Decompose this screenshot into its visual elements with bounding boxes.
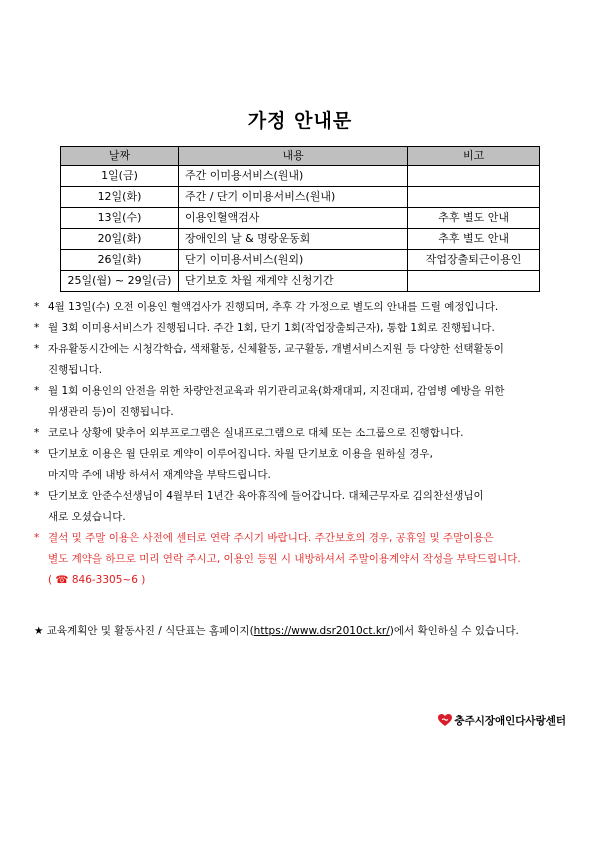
bullet-mark: *	[34, 322, 40, 334]
homepage-notice	[34, 623, 519, 638]
notice-list	[34, 297, 574, 591]
bullet-mark: *	[34, 343, 40, 355]
table-row	[61, 271, 540, 292]
notice-line: 위생관리 등)이 진행됩니다.	[48, 406, 174, 418]
notice-line: 단기보호 이용은 월 단위로 계약이 이루어집니다. 차월 단기보호 이용을 원하실 경우,	[48, 448, 433, 460]
notice-line: 월 3회 이미용서비스가 진행됩니다. 주간 1회, 단기 1회(작업장출퇴근자), 통합 1회로 진행됩니다.	[48, 322, 495, 334]
cell-date: 25일(월) ~ 29일(금)	[61, 271, 179, 292]
header-note: 비고	[408, 147, 540, 166]
cell-content: 단기 이미용서비스(원외)	[178, 250, 407, 271]
header-date: 날짜	[61, 147, 179, 166]
header-content: 내용	[178, 147, 407, 166]
organization-footer	[438, 713, 566, 728]
bullet-mark: *	[34, 385, 40, 397]
page-title: 가정 안내문	[247, 110, 353, 132]
table-row	[61, 229, 540, 250]
schedule-table	[60, 146, 540, 292]
notice-item	[34, 486, 574, 528]
table-row	[61, 208, 540, 229]
bullet-mark: *	[34, 427, 40, 439]
cell-note	[408, 166, 540, 187]
notice-line: 진행됩니다.	[48, 364, 103, 376]
notice-line: 단기보호 안준수선생님이 4월부터 1년간 육아휴직에 들어갑니다. 대체근무자로 김의찬선생님이	[48, 490, 484, 502]
table-row	[61, 166, 540, 187]
organization-name: 충주시장애인다사랑센터	[454, 715, 566, 727]
bullet-mark: *	[34, 532, 40, 544]
notice-line: 자유활동시간에는 시청각학습, 색채활동, 신체활동, 교구활동, 개별서비스지원 등 다양한 선택활동이	[48, 343, 504, 355]
cell-date: 26일(화)	[61, 250, 179, 271]
cell-content: 이용인혈액검사	[178, 208, 407, 229]
bullet-mark: *	[34, 301, 40, 313]
homepage-text-before: 교육계획안 및 활동사진 / 식단표는 홈페이지(	[46, 625, 254, 637]
homepage-text-after: )에서 확인하실 수 있습니다.	[389, 625, 519, 637]
cell-date: 1일(금)	[61, 166, 179, 187]
notice-line: 새로 오셨습니다.	[48, 511, 126, 523]
cell-date: 13일(수)	[61, 208, 179, 229]
notice-item-important	[34, 528, 574, 591]
table-row	[61, 187, 540, 208]
notice-item	[34, 297, 574, 318]
cell-content: 장애인의 날 & 명랑운동회	[178, 229, 407, 250]
phone-number: ( ☎ 846-3305~6 )	[48, 574, 146, 586]
cell-date: 12일(화)	[61, 187, 179, 208]
notice-line: 코로나 상황에 맞추어 외부프로그램은 실내프로그램으로 대체 또는 소그룹으로 진행합니다.	[48, 427, 464, 439]
notice-line: 월 1회 이용인의 안전을 위한 차량안전교육과 위기관리교육(화재대피, 지진대피, 감염병 예방을 위한	[48, 385, 505, 397]
cell-note: 작업장출퇴근이용인	[408, 250, 540, 271]
notice-item	[34, 423, 574, 444]
cell-note: 추후 별도 안내	[408, 229, 540, 250]
notice-item	[34, 318, 574, 339]
cell-content: 주간 / 단기 이미용서비스(원내)	[178, 187, 407, 208]
heart-logo-icon	[438, 714, 452, 727]
homepage-link[interactable]: https://www.dsr2010ct.kr/	[253, 625, 390, 637]
cell-content: 주간 이미용서비스(원내)	[178, 166, 407, 187]
cell-note	[408, 187, 540, 208]
cell-note: 추후 별도 안내	[408, 208, 540, 229]
table-header-row	[61, 147, 540, 166]
notice-line: 별도 계약을 하므로 미리 연락 주시고, 이용인 등원 시 내방하셔서 주말이용계약서 작성을 부탁드립니다.	[48, 553, 521, 565]
cell-date: 20일(화)	[61, 229, 179, 250]
bullet-mark: *	[34, 448, 40, 460]
cell-content: 단기보호 차월 재계약 신청기간	[178, 271, 407, 292]
notice-item	[34, 381, 574, 423]
notice-line: 결석 및 주말 이용은 사전에 센터로 연락 주시기 바랍니다. 주간보호의 경우, 공휴일 및 주말이용은	[48, 532, 494, 544]
notice-line: 4월 13일(수) 오전 이용인 혈액검사가 진행되며, 추후 각 가정으로 별도의 안내를 드릴 예정입니다.	[48, 301, 499, 313]
cell-note	[408, 271, 540, 292]
table-row	[61, 250, 540, 271]
notice-item	[34, 339, 574, 381]
star-icon: ★	[34, 625, 44, 637]
notice-line: 마지막 주에 내방 하셔서 재계약을 부탁드립니다.	[48, 469, 271, 481]
bullet-mark: *	[34, 490, 40, 502]
notice-item	[34, 444, 574, 486]
